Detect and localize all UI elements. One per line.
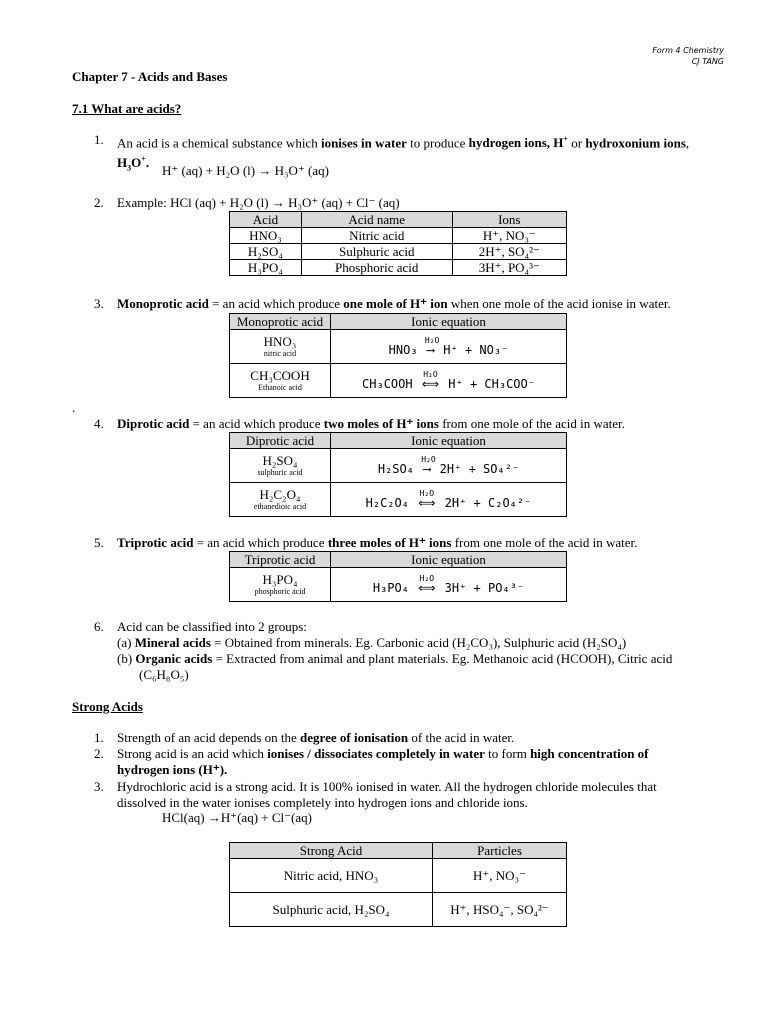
table-cell: H⁺, HSO₄⁻, SO₄²⁻ bbox=[433, 893, 567, 927]
table-row bbox=[230, 244, 567, 260]
item-number: 3. bbox=[94, 296, 104, 311]
ionic-equation-cell: H₂C₂O₄ H₂O ⟺ 2H⁺ + C₂O₄²⁻ bbox=[331, 483, 567, 517]
table-cell: H⁺, NO₃⁻ bbox=[433, 859, 567, 893]
table-row bbox=[230, 568, 567, 602]
table-cell: H₃PO₄ bbox=[230, 260, 302, 276]
table-cell: H⁺, NO₃⁻ bbox=[452, 228, 566, 244]
acid-formula-cell: H₂C₂O₄ ethanedioic acid bbox=[230, 483, 331, 517]
acids-table bbox=[229, 211, 567, 276]
table-header-cell: Triprotic acid bbox=[230, 552, 331, 568]
ionic-equation-cell: CH₃COOH H₂O ⟺ H⁺ + CH₃COO⁻ bbox=[331, 364, 567, 398]
item-6-text: Acid can be classified into 2 groups: bbox=[117, 619, 307, 634]
item-4-text: Diprotic acid = an acid which produce two moles of H⁺ ions from one mole of the acid in water. bbox=[117, 416, 625, 431]
stray-dot: . bbox=[72, 400, 76, 415]
table-row bbox=[230, 483, 567, 517]
table-header-row bbox=[230, 552, 567, 568]
table-cell: H₂SO₄ bbox=[230, 244, 302, 260]
diprotic-table bbox=[229, 432, 567, 517]
section-heading-strong-acids: Strong Acids bbox=[72, 699, 143, 714]
table-header-cell: Diprotic acid bbox=[230, 433, 331, 449]
acid-formula-cell: CH₃COOH Ethanoic acid bbox=[230, 364, 331, 398]
table-cell: 3H⁺, PO₄³⁻ bbox=[452, 260, 566, 276]
item-number: 1. bbox=[94, 132, 104, 147]
hydroxonium-equation: H⁺ (aq) + H₂O (l) → H₃O⁺ (aq) bbox=[162, 163, 329, 178]
table-cell: Sulphuric acid bbox=[301, 244, 452, 260]
strong-item-2: Strong acid is an acid which ionises / dissociates completely in water to form high concentration of hydrogen ions (H⁺). bbox=[117, 746, 649, 777]
table-row bbox=[230, 859, 567, 893]
table-header-row bbox=[230, 314, 567, 330]
chapter-title: Chapter 7 - Acids and Bases bbox=[72, 69, 228, 84]
monoprotic-table bbox=[229, 313, 567, 398]
item-6b-continuation: (C₆H₈O₅) bbox=[139, 667, 189, 682]
item-number: 3. bbox=[94, 779, 104, 794]
table-row bbox=[230, 228, 567, 244]
table-cell: Nitric acid, HNO₃ bbox=[230, 859, 433, 893]
item-5-text: Triprotic acid = an acid which produce three moles of H⁺ ions from one mole of the acid in water. bbox=[117, 535, 638, 550]
item-number: 6. bbox=[94, 619, 104, 634]
table-header-cell: Acid name bbox=[301, 212, 452, 228]
table-row bbox=[230, 364, 567, 398]
acid-formula-cell: HNO₃ nitric acid bbox=[230, 330, 331, 364]
table-cell: HNO₃ bbox=[230, 228, 302, 244]
table-header-row bbox=[230, 433, 567, 449]
table-row bbox=[230, 449, 567, 483]
item-3-text: Monoprotic acid = an acid which produce one mole of H⁺ ion when one mole of the acid ionise in water. bbox=[117, 296, 671, 311]
acid-formula-cell: H₂SO₄ sulphuric acid bbox=[230, 449, 331, 483]
strong-item-1: Strength of an acid depends on the degree of ionisation of the acid in water. bbox=[117, 730, 515, 745]
table-header-cell: Ionic equation bbox=[331, 314, 567, 330]
item-number: 2. bbox=[94, 746, 104, 761]
table-row bbox=[230, 260, 567, 276]
item-1-text: An acid is a chemical substance which ionises in water to produce hydrogen ions, H+ or hydroxonium ions, $H_3O^+$. bbox=[117, 135, 690, 173]
strong-item-3: Hydrochloric acid is a strong acid. It is 100% ionised in water. All the hydrogen chloride molecules that dissolved in the water ionises completely into hydrogen ions and chloride ions. bbox=[117, 779, 657, 810]
triprotic-table bbox=[229, 551, 567, 602]
strong-acid-table bbox=[229, 842, 567, 927]
table-header-cell: Particles bbox=[433, 843, 567, 859]
table-row bbox=[230, 893, 567, 927]
table-header-cell: Acid bbox=[230, 212, 302, 228]
item-number: 2. bbox=[94, 195, 104, 210]
table-row bbox=[230, 330, 567, 364]
ionic-equation-cell: H₂SO₄ H₂O ⟶ 2H⁺ + SO₄²⁻ bbox=[331, 449, 567, 483]
table-header-cell: Strong Acid bbox=[230, 843, 433, 859]
table-cell: Nitric acid bbox=[301, 228, 452, 244]
table-header-cell: Ions bbox=[452, 212, 566, 228]
table-cell: 2H⁺, SO₄²⁻ bbox=[452, 244, 566, 260]
table-cell: Sulphuric acid, H₂SO₄ bbox=[230, 893, 433, 927]
hcl-equation: HCl(aq) →H⁺(aq) + Cl⁻(aq) bbox=[162, 810, 312, 825]
item-number: 1. bbox=[94, 730, 104, 745]
header-course: Form 4 Chemistry bbox=[652, 46, 724, 55]
table-header-cell: Ionic equation bbox=[331, 552, 567, 568]
item-6b-text: (b) Organic acids = Extracted from animal and plant materials. Eg. Methanoic acid (HCOOH), Citric acid bbox=[117, 651, 673, 666]
header-author: CJ TANG bbox=[691, 57, 724, 66]
ionic-equation-cell: HNO₃ H₂O ⟶ H⁺ + NO₃⁻ bbox=[331, 330, 567, 364]
item-6a-text: (a) Mineral acids = Obtained from minerals. Eg. Carbonic acid (H₂CO₃), Sulphuric acid (H₂SO₄) bbox=[117, 635, 627, 650]
section-heading-acids: 7.1 What are acids? bbox=[72, 101, 182, 116]
table-cell: Phosphoric acid bbox=[301, 260, 452, 276]
item-number: 4. bbox=[94, 416, 104, 431]
item-number: 5. bbox=[94, 535, 104, 550]
page-header bbox=[652, 45, 724, 67]
ionic-equation-cell: H₃PO₄ H₂O ⟺ 3H⁺ + PO₄³⁻ bbox=[331, 568, 567, 602]
item-2-text: Example: HCl (aq) + H₂O (l) → H₃O⁺ (aq) + Cl⁻ (aq) bbox=[117, 195, 400, 210]
table-header-cell: Monoprotic acid bbox=[230, 314, 331, 330]
table-header-cell: Ionic equation bbox=[331, 433, 567, 449]
table-header-row bbox=[230, 212, 567, 228]
acid-formula-cell: H₃PO₄ phosphoric acid bbox=[230, 568, 331, 602]
table-header-row bbox=[230, 843, 567, 859]
